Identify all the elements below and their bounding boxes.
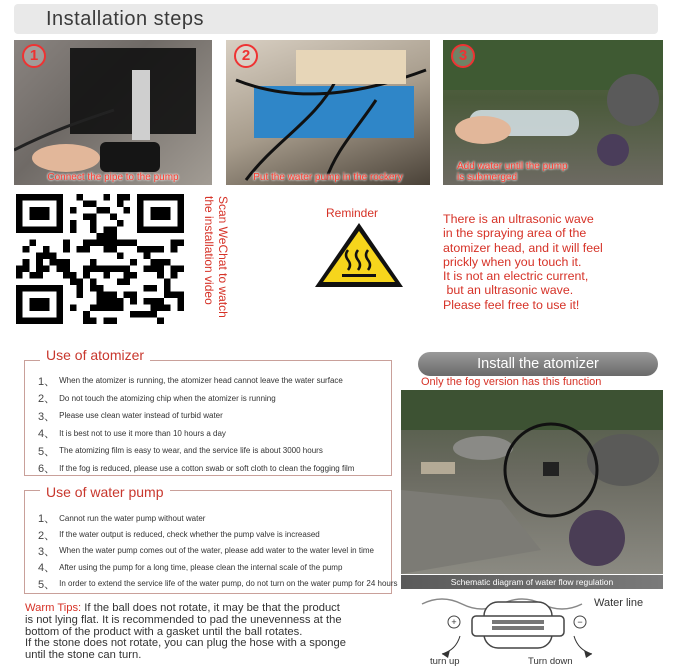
turn-down-label: Turn down [528, 656, 573, 667]
pump-list [38, 510, 398, 592]
list-item: 2、 If the water output is reduced, check whether the pump valve is increased [38, 529, 320, 542]
plus-label: + [451, 617, 457, 627]
qr-instruction: Scan WeChat to watch the installation video [202, 196, 230, 318]
list-item: 2、 Do not touch the atomizing chip when the atomizer is running [38, 393, 276, 406]
list-item: 4、 It is best not to use it more than 10 hours a day [38, 428, 226, 441]
step-1-number: 1 [22, 44, 46, 68]
hot-surface-warning-icon [312, 220, 406, 290]
atomizer-illustration [401, 390, 663, 574]
atomizer-photo [401, 390, 663, 574]
install-atomizer-title: Install the atomizer [418, 352, 658, 376]
step-2-number: 2 [234, 44, 258, 68]
step-3-number: 3 [451, 44, 475, 68]
qr-code [16, 194, 184, 324]
page-title: Installation steps [46, 8, 204, 30]
step-3-photo [443, 40, 663, 185]
step-2-photo [226, 40, 430, 185]
list-item: 3、 Please use clean water instead of turbid water [38, 410, 223, 423]
step-1-photo [14, 40, 212, 185]
qr-code-graphic [16, 194, 184, 324]
step-3-caption: Add water until the pump is submerged [457, 161, 568, 183]
list-item: 5、 In order to extend the service life of the water pump, do not turn on the water pump for 24 hours [38, 578, 398, 591]
warm-tips-label: Warm Tips: [25, 602, 82, 614]
atomizer-list [38, 372, 354, 477]
header-bar [14, 4, 658, 34]
list-item: 1、 When the atomizer is running, the atomizer head cannot leave the water surface [38, 375, 343, 388]
schematic-caption-bar: Schematic diagram of water flow regulation [401, 575, 663, 589]
reminder-text: There is an ultrasonic wave in the spraying area of the atomizer head, and it will feel prickly when you touch it. It is not an electric current, but an ultrasonic wave. Please feel free to use it! [443, 212, 603, 312]
list-item: 6、 If the fog is reduced, please use a cotton swab or soft cloth to clean the fogging film [38, 463, 355, 476]
step-1-caption: Connect the pipe to the pump [47, 172, 179, 183]
list-item: 1、 Cannot run the water pump without water [38, 513, 206, 526]
reminder-label: Reminder [326, 206, 379, 220]
list-item: 3、 When the water pump comes out of the water, please add water to the water level in time [38, 545, 374, 558]
list-item: 5、 The atomizing film is easy to wear, and the service life is about 3000 hours [38, 445, 323, 458]
fog-version-note: Only the fog version has this function [421, 376, 602, 388]
step-2-illustration [226, 40, 430, 185]
minus-label: − [577, 617, 583, 627]
atomizer-title: Use of atomizer [40, 347, 150, 363]
water-line-label: Water line [594, 597, 644, 609]
turn-up-label: turn up [430, 656, 460, 667]
pump-title: Use of water pump [40, 484, 170, 500]
warm-tips: Warm Tips: If the ball does not rotate, it may be that the product is not lying flat. It is recommended to pad the unevenness at the bottom of the product with a gasket until the ball rotates. If the stone does not rotate, you can plug the hose with a sponge until the stone can turn. [25, 602, 346, 662]
list-item: 4、 After using the pump for a long time, please clean the internal scale of the pump [38, 562, 343, 575]
step-2-caption: Put the water pump in the rockery [253, 172, 403, 183]
